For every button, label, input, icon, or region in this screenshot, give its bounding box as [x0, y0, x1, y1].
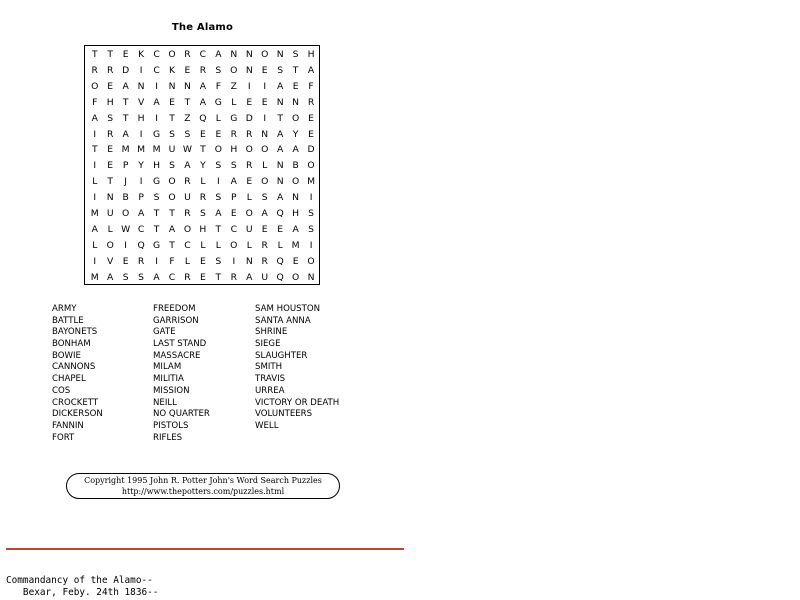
grid-letter: I [155, 255, 158, 267]
grid-letter: G [230, 112, 238, 124]
word-list-item: FREEDOM [153, 304, 196, 314]
grid-letter: Z [230, 80, 237, 92]
grid-letter: L [246, 192, 252, 204]
grid-letter: K [168, 64, 176, 76]
grid-letter: P [122, 160, 129, 172]
grid-letter: C [168, 271, 176, 283]
grid-letter: H [199, 223, 207, 235]
grid-letter: Y [200, 160, 206, 172]
grid-letter: S [261, 192, 268, 204]
grid-letter: M [90, 208, 99, 219]
grid-letter: L [200, 239, 206, 251]
grid-letter: A [276, 144, 284, 156]
grid-letter: E [184, 64, 191, 76]
grid-letter: T [169, 239, 175, 251]
grid-letter: L [107, 223, 113, 235]
grid-letter: W [121, 223, 131, 235]
grid-letter: O [291, 112, 300, 124]
grid-row [87, 158, 319, 174]
grid-letter: Q [276, 271, 284, 283]
grid-letter: N [292, 96, 300, 108]
grid-letter: C [137, 223, 145, 235]
word-list-item: FANNIN [52, 420, 84, 431]
grid-letter: A [184, 160, 191, 172]
grid-letter: E [122, 255, 129, 267]
grid-letter: A [122, 128, 129, 140]
grid-letter: I [124, 239, 127, 251]
grid-letter: S [230, 160, 237, 172]
grid-letter: S [138, 271, 145, 283]
word-list-item: VICTORY OR DEATH [255, 397, 340, 408]
copyright-link[interactable]: http://www.thepotters.com/puzzles.html [121, 487, 285, 496]
grid-letter: E [107, 160, 114, 172]
grid-letter: A [168, 223, 176, 235]
grid-letter: T [107, 49, 113, 60]
grid-row [87, 95, 319, 111]
grid-letter: G [152, 176, 161, 188]
grid-letter: Y [138, 160, 144, 172]
grid-letter: R [106, 128, 114, 140]
grid-letter: U [106, 208, 114, 219]
grid-letter: E [277, 223, 284, 235]
word-list-item: NEILL [153, 397, 177, 408]
grid-letter: R [91, 64, 98, 76]
grid-letter: K [138, 49, 145, 60]
grid-letter: A [199, 96, 207, 108]
grid-letter: F [308, 80, 314, 92]
grid-letter: O [261, 176, 269, 188]
word-list-item: BATTLE [52, 315, 84, 326]
grid-letter: O [307, 160, 315, 172]
grid-letter: R [199, 64, 207, 76]
grid-letter: T [169, 112, 175, 124]
grid-letter: A [91, 112, 98, 124]
grid-row [87, 111, 319, 127]
grid-letter: T [107, 176, 113, 188]
grid-letter: I [139, 128, 143, 140]
grid-letter: R [230, 271, 237, 283]
grid-letter: S [215, 160, 222, 172]
grid-letter: A [307, 64, 315, 76]
grid-letter: I [247, 80, 251, 92]
word-list-item: CANNONS [52, 362, 96, 373]
word-list-item: COS [52, 385, 71, 396]
grid-letter: N [230, 49, 238, 60]
grid-letter: O [291, 176, 300, 188]
grid-letter: E [199, 255, 206, 267]
grid-letter: D [245, 112, 253, 124]
grid-letter: B [122, 192, 129, 204]
grid-letter: H [106, 96, 114, 108]
word-list-item: SANTA ANNA [255, 315, 311, 326]
grid-letter: A [215, 49, 222, 60]
grid-letter: M [307, 176, 316, 188]
grid-row [87, 222, 319, 238]
grid-row [87, 142, 319, 158]
grid-letter: C [153, 49, 160, 60]
word-list-item: WELL [255, 420, 279, 431]
puzzle-title: The Alamo [171, 22, 234, 33]
grid-letter: I [309, 239, 313, 251]
grid-letter: R [261, 255, 268, 267]
grid-letter: L [277, 239, 283, 251]
grid-letter: E [107, 80, 114, 92]
grid-letter: A [107, 271, 114, 283]
word-list-item: MASSACRE [153, 350, 201, 361]
grid-letter: Q [199, 112, 207, 124]
grid-letter: E [199, 271, 206, 283]
grid-letter: N [245, 255, 253, 267]
grid-letter: O [291, 271, 300, 283]
grid-letter: N [261, 128, 269, 140]
grid-letter: R [106, 64, 114, 76]
grid-letter: S [308, 208, 314, 219]
grid-letter: O [106, 239, 114, 251]
grid-letter: N [137, 80, 145, 92]
grid-letter: T [277, 112, 283, 124]
grid-letter: S [277, 64, 284, 76]
grid-letter: I [93, 128, 97, 140]
grid-letter: O [261, 144, 269, 156]
grid-letter: N [276, 96, 284, 108]
word-list-column-2 [153, 304, 210, 444]
grid-letter: A [153, 96, 160, 108]
word-list-item: PISTOLS [153, 420, 189, 431]
grid-letter: A [230, 176, 237, 188]
grid-letter: A [215, 208, 222, 219]
grid-row [87, 238, 319, 254]
grid-letter: E [169, 96, 175, 108]
grid-letter: E [246, 176, 253, 188]
grid-letter: A [276, 192, 284, 204]
grid-letter: M [291, 239, 300, 251]
grid-letter: S [122, 271, 129, 283]
word-list-item: BOWIE [52, 350, 81, 361]
grid-letter: U [184, 192, 191, 204]
grid-letter: T [122, 112, 129, 124]
word-list-item: MISSION [153, 385, 190, 396]
grid-letter: I [216, 176, 220, 188]
copyright-line-1: Copyright 1995 John R. Potter John's Word Search Puzzles [84, 476, 322, 485]
grid-letter: W [182, 144, 192, 156]
grid-letter: S [169, 128, 175, 140]
word-list-item: VOLUNTEERS [255, 409, 313, 420]
grid-letter: T [200, 144, 206, 156]
grid-letter: R [230, 128, 237, 140]
grid-letter: L [184, 255, 190, 267]
grid-letter: H [153, 160, 160, 172]
word-list-item: FORT [52, 432, 75, 443]
grid-letter: E [246, 96, 253, 108]
grid-letter: E [308, 128, 314, 140]
grid-letter: A [153, 271, 160, 283]
grid-letter: R [137, 255, 145, 267]
grid-letter: H [292, 208, 300, 219]
grid-letter: T [91, 49, 98, 60]
grid-letter: B [292, 160, 299, 172]
grid-letter: R [261, 239, 268, 251]
word-list-item: BONHAM [52, 339, 91, 350]
word-list-item: GATE [153, 327, 176, 338]
grid-letter: C [230, 223, 237, 235]
grid-letter: T [292, 64, 299, 76]
grid-letter: A [137, 208, 145, 219]
grid-letter: J [124, 176, 127, 188]
grid-letter: E [261, 64, 268, 76]
grid-letter: S [292, 49, 299, 60]
grid-letter: T [153, 223, 160, 235]
grid-letter: S [153, 192, 160, 204]
grid-letter: T [169, 208, 175, 219]
grid-letter: S [308, 223, 314, 235]
grid-letter: N [245, 49, 253, 60]
grid-letter: N [276, 176, 284, 188]
letter-line-2: Bexar, Feby. 24th 1836-- [6, 587, 159, 598]
grid-letter: I [263, 80, 267, 92]
grid-letter: I [139, 64, 143, 76]
grid-letter: Y [292, 128, 299, 140]
grid-letter: E [261, 96, 268, 108]
grid-letter: L [231, 96, 237, 108]
grid-letter: T [215, 271, 222, 283]
grid-letter: N [276, 160, 284, 172]
grid-letter: F [169, 255, 175, 267]
grid-letter: T [91, 144, 98, 156]
grid-letter: P [138, 192, 144, 204]
grid-letter: G [152, 239, 161, 251]
grid-letter: F [92, 96, 98, 108]
grid-letter: A [276, 128, 284, 140]
grid-letter: H [137, 112, 145, 124]
grid-letter: I [93, 192, 97, 204]
grid-letter: A [199, 80, 207, 92]
word-list-item: BAYONETS [52, 327, 98, 338]
grid-letter: I [155, 112, 158, 124]
grid-letter: V [137, 96, 145, 108]
grid-row [87, 79, 319, 95]
grid-letter: A [261, 208, 268, 219]
grid-letter: Q [276, 255, 284, 267]
grid-letter: E [292, 80, 299, 92]
grid-letter: O [168, 192, 176, 204]
grid-row [87, 47, 319, 63]
grid-letter: Q [276, 208, 284, 219]
grid-letter: E [122, 49, 129, 60]
grid-letter: C [153, 64, 160, 76]
grid-letter: A [91, 223, 98, 235]
grid-letter: O [122, 208, 130, 219]
grid-letter: R [307, 96, 315, 108]
word-list-item: TRAVIS [255, 374, 286, 385]
grid-letter: T [184, 96, 191, 108]
grid-letter: M [90, 271, 99, 283]
grid-letter: F [215, 80, 221, 92]
grid-letter: L [200, 176, 206, 188]
grid-letter: R [184, 176, 191, 188]
grid-letter: Z [184, 112, 191, 124]
grid-letter: T [215, 223, 222, 235]
grid-letter: O [245, 208, 253, 219]
grid-letter: E [308, 112, 314, 124]
grid-row [87, 206, 319, 222]
grid-letter: E [215, 128, 222, 140]
grid-letter: O [261, 49, 269, 60]
grid-letter: G [152, 128, 161, 140]
grid-letter: M [137, 144, 146, 156]
letter-line-1: Commandancy of the Alamo-- [6, 575, 153, 586]
grid-letter: H [307, 49, 315, 60]
grid-letter: L [246, 239, 252, 251]
grid-letter: L [92, 176, 98, 188]
grid-letter: S [215, 255, 222, 267]
grid-letter: L [215, 239, 221, 251]
grid-letter: S [199, 208, 206, 219]
grid-letter: P [231, 192, 237, 204]
copyright-box [66, 473, 340, 499]
grid-letter: N [307, 271, 315, 283]
horizontal-divider [6, 548, 404, 550]
grid-letter: A [276, 80, 284, 92]
grid-letter: E [107, 144, 114, 156]
grid-letter: I [263, 112, 267, 124]
word-search-grid [84, 45, 320, 285]
grid-letter: Q [137, 239, 145, 251]
grid-letter: O [214, 144, 222, 156]
grid-row [87, 127, 319, 143]
grid-letter: S [215, 64, 222, 76]
grid-letter: E [230, 208, 237, 219]
grid-letter: R [199, 192, 207, 204]
word-list-item: SIEGE [255, 339, 281, 350]
grid-letter: R [184, 49, 191, 60]
grid-letter: I [309, 192, 313, 204]
grid-letter: C [199, 49, 207, 60]
grid-letter: I [155, 80, 158, 92]
grid-letter: N [245, 64, 253, 76]
word-list-item: SHRINE [255, 327, 288, 338]
grid-letter: L [215, 112, 221, 124]
grid-letter: A [122, 80, 129, 92]
grid-letter: A [292, 223, 299, 235]
grid-letter: D [122, 64, 130, 76]
grid-letter: N [168, 80, 176, 92]
grid-letter: O [91, 80, 99, 92]
word-list-item: RIFLES [153, 432, 183, 443]
word-list-item: MILITIA [153, 374, 184, 385]
grid-letter: O [183, 223, 192, 235]
grid-letter: T [153, 208, 160, 219]
grid-letter: A [292, 144, 299, 156]
grid-letter: O [245, 144, 253, 156]
grid-letter: U [168, 144, 176, 156]
grid-letter: C [184, 239, 191, 251]
letter-heading [6, 575, 158, 599]
grid-letter: U [261, 271, 269, 283]
word-list-item: URREA [255, 385, 285, 396]
grid-letter: L [262, 160, 268, 172]
word-list-column-1 [52, 304, 103, 444]
grid-letter: S [169, 160, 175, 172]
grid-letter: R [184, 271, 191, 283]
grid-letter: O [307, 255, 315, 267]
word-list-item: CROCKETT [52, 397, 99, 408]
grid-letter: I [93, 160, 97, 172]
word-list-item: NO QUARTER [153, 409, 210, 420]
grid-letter: E [199, 128, 206, 140]
grid-letter: H [230, 144, 238, 156]
word-list-item: MILAM [153, 362, 182, 373]
word-list-item: SAM HOUSTON [255, 304, 321, 314]
grid-letter: O [168, 176, 176, 188]
word-list-item: LAST STAND [153, 339, 207, 350]
grid-letter: N [292, 192, 300, 204]
grid-letter: G [214, 96, 222, 108]
grid-letter: S [184, 128, 191, 140]
grid-row [87, 63, 319, 79]
grid-letter: M [152, 144, 161, 156]
word-list-item: DICKERSON [52, 409, 103, 420]
grid-letter: E [292, 255, 299, 267]
grid-row [87, 254, 319, 270]
grid-letter: O [230, 239, 238, 251]
word-list-item: CHAPEL [52, 374, 86, 385]
grid-letter: M [121, 144, 130, 156]
grid-letter: R [246, 160, 253, 172]
grid-letter: O [230, 64, 238, 76]
grid-row [87, 174, 319, 190]
grid-row [87, 270, 319, 286]
grid-letter: E [261, 223, 268, 235]
grid-letter: N [106, 192, 114, 204]
grid-letter: U [245, 223, 253, 235]
grid-letter: N [184, 80, 191, 92]
grid-letter: I [232, 255, 236, 267]
grid-letter: L [92, 239, 98, 251]
grid-letter: N [276, 49, 284, 60]
grid-letter: R [184, 208, 191, 219]
grid-letter: V [107, 255, 114, 267]
grid-letter: I [93, 255, 97, 267]
word-list-item: GARRISON [153, 315, 199, 326]
grid-letter: O [168, 49, 176, 60]
grid-letter: D [307, 144, 315, 156]
grid-letter: S [107, 112, 114, 124]
grid-letter: I [139, 176, 143, 188]
grid-letter: S [215, 192, 222, 204]
grid-letter: R [246, 128, 253, 140]
grid-letter: T [122, 96, 129, 108]
word-list-item: ARMY [52, 304, 77, 314]
word-list-column-3 [255, 304, 339, 433]
grid-row [87, 190, 319, 206]
word-list-item: SLAUGHTER [255, 350, 308, 361]
word-list-item: SMITH [255, 362, 283, 373]
grid-letter: A [246, 271, 253, 283]
